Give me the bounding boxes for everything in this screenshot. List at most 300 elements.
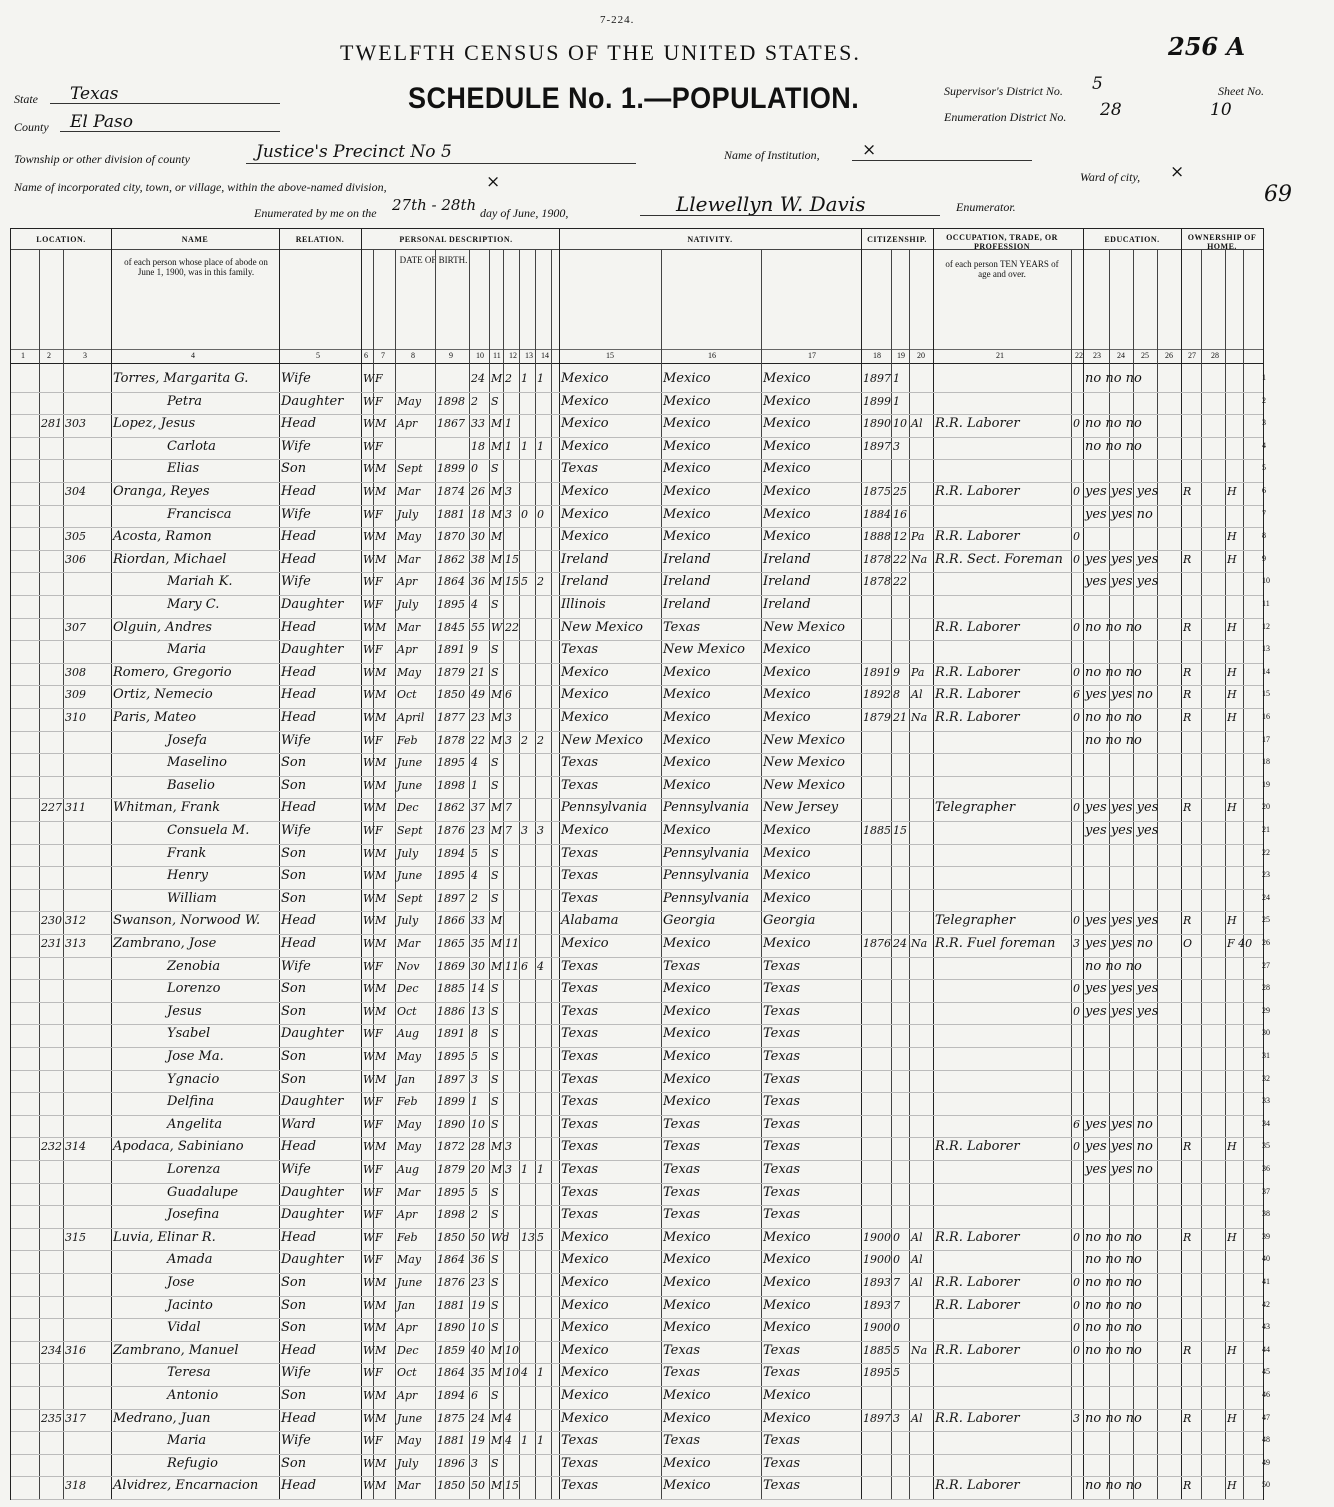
cell-age: 35 [471, 1366, 485, 1380]
cell-pbf: Mexico [663, 438, 711, 454]
table-row [11, 1047, 1263, 1071]
cell-imm: 1878 [863, 552, 891, 566]
cell-yus: 3 [893, 1411, 900, 1425]
table-row [11, 482, 1263, 506]
cell-age: 19 [471, 1434, 485, 1448]
cell-age: 0 [471, 462, 478, 476]
cell-nat: Al [911, 688, 923, 702]
cell-name: Delfina [167, 1094, 215, 1110]
table-row [11, 505, 1263, 529]
census-title: TWELFTH CENSUS OF THE UNITED STATES. [340, 40, 861, 65]
cell-rel: Wife [281, 732, 311, 748]
cell-sex: F [375, 1117, 383, 1131]
row-number: 35 [1262, 1141, 1270, 1151]
cell-edu: yes yes no [1085, 1162, 1153, 1177]
cell-pbf: Mexico [663, 777, 711, 793]
cell-ym: 22 [505, 620, 519, 634]
cell-edu: no no no [1085, 1320, 1142, 1336]
cell-edu: no no no [1085, 1410, 1142, 1426]
cell-pb: Texas [561, 868, 599, 884]
cell-pbf: Mexico [663, 1410, 711, 1426]
cell-pbf: Texas [663, 1116, 701, 1132]
table-row [11, 369, 1263, 393]
cell-mo: May [397, 1434, 422, 1448]
cell-rel: Wife [281, 371, 311, 386]
cell-name: Carlota [167, 438, 216, 454]
hdr-name-sub: of each person whose place of abode on June 1, 1900, was in this family. [124, 257, 268, 277]
cell-pbf: Texas [663, 1365, 701, 1381]
cell-pb: Alabama [561, 913, 619, 929]
cell-sex: F [375, 1027, 383, 1041]
cell-pb: Mexico [561, 393, 609, 409]
cell-mu: 0 [1073, 665, 1080, 679]
cell-race: W [363, 439, 375, 453]
cell-mo: April [397, 711, 425, 724]
cell-ym: 1 [505, 439, 512, 453]
table-row [11, 459, 1263, 483]
cell-sex: F [375, 507, 383, 521]
cell-age: 21 [471, 665, 485, 679]
row-number: 19 [1262, 779, 1270, 789]
cell-nat: Al [911, 1230, 923, 1244]
cell-mo: June [397, 778, 423, 792]
cell-yr: 1867 [437, 417, 465, 431]
cell-name: Jose [167, 1275, 195, 1290]
cell-yus: 8 [893, 688, 900, 702]
cell-own: O [1183, 937, 1193, 950]
cell-race: W [363, 575, 375, 589]
cell-ms: M [491, 575, 503, 589]
cell-yr: 1870 [437, 530, 465, 544]
cell-occ: R.R. Laborer [935, 529, 1020, 545]
cell-mu: 0 [1073, 417, 1080, 431]
cell-age: 50 [471, 1479, 485, 1493]
cell-pb: Texas [561, 777, 599, 793]
cell-ms: S [491, 1117, 499, 1131]
row-number: 5 [1262, 463, 1266, 473]
cell-sex: M [375, 937, 387, 950]
cell-rel: Daughter [281, 393, 344, 409]
column-number: 8 [411, 351, 415, 360]
table-row [11, 437, 1263, 461]
cell-mc: 3 [521, 824, 528, 837]
cell-pbm: Texas [763, 1184, 801, 1200]
cell-sex: F [375, 1208, 383, 1222]
cell-pbm: Mexico [763, 710, 811, 725]
cell-ym: 3 [505, 711, 512, 724]
cell-rel: Head [281, 913, 317, 929]
cell-nat: Al [911, 1253, 923, 1267]
cell-name: Angelita [167, 1116, 223, 1132]
cell-edu: no no no [1085, 1275, 1142, 1290]
cell-race: W [363, 1140, 375, 1154]
cell-yr: 1876 [437, 824, 465, 837]
cell-ms: M [491, 959, 503, 973]
table-row [11, 979, 1263, 1003]
cell-pbf: Mexico [663, 1275, 711, 1290]
cell-fh: H [1227, 914, 1237, 928]
cell-rel: Head [281, 1229, 317, 1245]
cell-sex: F [375, 1095, 383, 1109]
cell-mu: 0 [1073, 1230, 1080, 1244]
column-number: 13 [525, 351, 533, 360]
table-row [11, 640, 1263, 664]
column-number: 9 [449, 351, 453, 360]
cell-yr: 1895 [437, 756, 465, 770]
cell-rel: Head [281, 1342, 317, 1358]
cell-mo: Mar [397, 620, 421, 634]
table-row [11, 1070, 1263, 1094]
cell-ym: 3 [505, 507, 512, 521]
city-label: Name of incorporated city, town, or village, within the above-named division, [14, 180, 387, 194]
cell-ms: M [491, 801, 503, 815]
cell-name: Vidal [167, 1320, 201, 1336]
cell-dw: 281 [41, 417, 62, 431]
cell-pbm: Mexico [763, 1252, 811, 1268]
table-row [11, 708, 1263, 732]
cell-ym: 6 [505, 688, 512, 702]
cell-yus: 16 [893, 507, 907, 521]
cell-pbf: Mexico [663, 461, 711, 477]
cell-pb: Mexico [561, 664, 609, 680]
cell-pbf: Ireland [663, 597, 711, 612]
cell-sex: M [375, 665, 387, 679]
cell-pbm: Mexico [763, 687, 811, 703]
cell-ms: M [491, 1479, 503, 1493]
cell-fh: F 40 [1227, 937, 1253, 950]
cell-yr: 1899 [437, 1095, 465, 1109]
cell-pbf: Mexico [663, 1320, 711, 1336]
cell-name: Torres, Margarita G. [113, 371, 249, 386]
cell-race: W [363, 1479, 375, 1493]
cell-nat: Pa [911, 665, 925, 679]
cell-sex: M [375, 1411, 387, 1425]
cell-fh: H [1227, 1230, 1237, 1244]
cell-sex: F [375, 1230, 383, 1244]
row-number: 14 [1262, 666, 1270, 676]
cell-pbm: Texas [763, 981, 801, 997]
cell-sex: M [375, 869, 387, 883]
cell-yus: 15 [893, 824, 907, 837]
cell-pbf: Mexico [663, 1229, 711, 1245]
cell-race: W [363, 1276, 375, 1289]
cell-race: W [363, 824, 375, 837]
cell-pbm: Mexico [763, 642, 811, 658]
cell-own: R [1183, 801, 1192, 815]
cell-race: W [363, 372, 375, 385]
cell-yr: 1881 [437, 507, 465, 521]
cell-edu: no no no [1085, 664, 1142, 680]
cell-mo: Dec [397, 1343, 419, 1357]
cell-ms: S [491, 869, 499, 883]
cell-name: Elias [167, 461, 200, 477]
cell-nat: Pa [911, 530, 925, 544]
row-number: 43 [1262, 1322, 1270, 1332]
cell-pbm: New Jersey [763, 800, 839, 816]
cell-edu: yes yes no [1085, 936, 1153, 951]
row-number: 39 [1262, 1231, 1270, 1241]
cell-ms: S [491, 1004, 499, 1018]
cell-pb: Mexico [561, 506, 609, 522]
cell-pbf: Mexico [663, 1455, 711, 1471]
cell-rel: Son [281, 981, 307, 997]
cell-rel: Son [281, 890, 307, 906]
cell-pb: Mexico [561, 416, 609, 432]
cell-age: 14 [471, 982, 485, 996]
cell-pb: Texas [561, 958, 599, 974]
cell-mo: May [397, 530, 422, 544]
row-number: 28 [1262, 983, 1270, 993]
cell-name: Paris, Mateo [113, 710, 197, 725]
cell-mu: 0 [1073, 914, 1080, 928]
cell-sex: M [375, 801, 387, 815]
cell-yus: 7 [893, 1298, 900, 1312]
cell-edu: no no no [1085, 1229, 1142, 1245]
enumeration-value: 28 [1100, 100, 1122, 120]
cell-pbm: Mexico [763, 1275, 811, 1290]
cell-ms: S [491, 1185, 499, 1199]
cell-ml: 1 [537, 1163, 544, 1176]
ward-label: Ward of city, [1080, 170, 1141, 184]
cell-pbm: Mexico [763, 1297, 811, 1313]
cell-pb: Mexico [561, 1342, 609, 1358]
cell-pbm: New Mexico [763, 619, 845, 635]
institution-value: × [862, 140, 877, 160]
cell-race: W [363, 598, 375, 611]
row-number: 50 [1262, 1480, 1270, 1490]
cell-mu: 0 [1073, 711, 1080, 724]
cell-ms: M [491, 1366, 503, 1380]
cell-pb: Texas [561, 1162, 599, 1177]
row-number: 16 [1262, 712, 1270, 721]
cell-mo: Feb [397, 733, 418, 747]
cell-yr: 1864 [437, 575, 465, 589]
cell-pb: Texas [561, 1455, 599, 1471]
cell-ym: 3 [505, 1140, 512, 1154]
cell-pb: Mexico [561, 1410, 609, 1426]
cell-fam: 311 [65, 801, 86, 815]
cell-name: Maria [167, 642, 207, 658]
cell-age: 4 [471, 869, 478, 883]
state-label: State [14, 92, 38, 106]
table-row [11, 595, 1263, 619]
row-number: 2 [1262, 395, 1266, 405]
cell-occ: R.R. Laborer [935, 687, 1020, 703]
cell-age: 40 [471, 1343, 485, 1357]
cell-yr: 1896 [437, 1456, 465, 1470]
cell-age: 2 [471, 394, 478, 408]
cell-ms: M [491, 439, 503, 453]
cell-yr: 1899 [437, 462, 465, 476]
cell-name: Riordan, Michael [113, 551, 227, 567]
cell-pb: Texas [561, 981, 599, 997]
cell-race: W [363, 869, 375, 883]
cell-age: 4 [471, 598, 478, 611]
cell-name: Zambrano, Jose [113, 936, 217, 951]
cell-occ: R.R. Laborer [935, 619, 1020, 635]
cell-age: 36 [471, 1253, 485, 1267]
cell-rel: Son [281, 845, 307, 861]
row-number: 9 [1262, 553, 1266, 563]
cell-pbm: Texas [763, 1094, 801, 1110]
ward-value: × [1170, 162, 1185, 182]
row-number: 21 [1262, 825, 1270, 834]
cell-age: 23 [471, 1276, 485, 1289]
cell-mo: Mar [397, 552, 421, 566]
row-number: 34 [1262, 1118, 1270, 1128]
cell-rel: Ward [281, 1116, 316, 1132]
cell-pb: Texas [561, 1139, 599, 1155]
cell-mo: Jan [397, 1298, 416, 1312]
cell-edu: yes yes no [1085, 1116, 1153, 1132]
cell-pbm: Mexico [763, 461, 811, 477]
cell-imm: 1875 [863, 485, 891, 498]
cell-sex: M [375, 756, 387, 770]
cell-pb: Texas [561, 642, 599, 658]
cell-race: W [363, 1230, 375, 1244]
cell-ym: 15 [505, 575, 519, 589]
cell-dw: 227 [41, 801, 62, 815]
table-row [11, 1476, 1263, 1500]
cell-pbm: Texas [763, 1026, 801, 1042]
cell-own: R [1183, 711, 1192, 724]
cell-mc: 1 [521, 372, 528, 385]
cell-mu: 0 [1073, 1140, 1080, 1154]
cell-fh: H [1227, 1343, 1237, 1357]
enumerated-month: day of June, 1900, [480, 206, 569, 220]
cell-mu: 0 [1073, 620, 1080, 634]
cell-mu: 0 [1073, 1276, 1080, 1289]
cell-pbm: Mexico [763, 438, 811, 454]
cell-yus: 1 [893, 372, 900, 385]
cell-age: 23 [471, 824, 485, 837]
row-number: 8 [1262, 531, 1266, 541]
cell-yr: 1891 [437, 1027, 465, 1041]
cell-race: W [363, 688, 375, 702]
cell-yus: 1 [893, 394, 900, 408]
table-row [11, 1115, 1263, 1139]
cell-age: 36 [471, 575, 485, 589]
form-number: 7-224. [600, 14, 635, 26]
township-value: Justice's Precinct No 5 [256, 142, 452, 162]
cell-imm: 1879 [863, 711, 891, 724]
cell-ms: S [491, 1050, 499, 1063]
cell-pbf: Mexico [663, 1478, 711, 1494]
cell-fam: 314 [65, 1140, 86, 1154]
cell-yr: 1865 [437, 937, 465, 950]
cell-pb: Texas [561, 1433, 599, 1449]
cell-imm: 1897 [863, 372, 891, 385]
table-row [11, 1092, 1263, 1116]
cell-edu: no no no [1085, 1252, 1142, 1268]
cell-pbf: Mexico [663, 687, 711, 703]
table-row [11, 1160, 1263, 1184]
cell-fam: 306 [65, 552, 86, 566]
column-number: 15 [606, 351, 614, 360]
cell-ml: 0 [537, 507, 544, 521]
cell-ms: S [491, 891, 499, 905]
cell-sex: M [375, 1072, 387, 1086]
cell-ym: 15 [505, 552, 519, 566]
table-row [11, 685, 1263, 709]
table-row [11, 550, 1263, 574]
table-row [11, 1454, 1263, 1478]
row-number: 11 [1262, 599, 1270, 608]
table-row [11, 414, 1263, 438]
cell-sex: F [375, 1366, 383, 1380]
cell-ml: 1 [537, 439, 544, 453]
cell-pb: Mexico [561, 1388, 609, 1403]
hdr-ownership: OWNERSHIP OF HOME. [1187, 233, 1257, 251]
cell-rel: Daughter [281, 1094, 344, 1110]
cell-imm: 1899 [863, 394, 891, 408]
cell-pbm: Texas [763, 1116, 801, 1132]
hdr-personal: PERSONAL DESCRIPTION. [399, 235, 513, 244]
cell-pbf: Mexico [663, 1026, 711, 1042]
cell-name: Petra [167, 393, 203, 409]
row-number: 25 [1262, 915, 1270, 925]
cell-ml: 5 [537, 1230, 544, 1244]
hdr-nativity: NATIVITY. [687, 235, 733, 244]
cell-occ: R.R. Laborer [935, 710, 1020, 725]
cell-race: W [363, 620, 375, 634]
cell-yus: 5 [893, 1366, 900, 1380]
cell-dw: 235 [41, 1411, 62, 1425]
cell-sex: M [375, 982, 387, 996]
cell-race: W [363, 417, 375, 431]
cell-pbf: Pennsylvania [663, 845, 750, 861]
cell-age: 5 [471, 1185, 478, 1199]
cell-name: Lorenzo [167, 981, 221, 997]
cell-fh: H [1227, 665, 1237, 679]
column-number: 6 [364, 351, 368, 360]
cell-pbf: Mexico [663, 1049, 711, 1064]
cell-sex: F [375, 1253, 383, 1267]
cell-age: 23 [471, 711, 485, 724]
cell-yus: 3 [893, 439, 900, 453]
cell-edu: no no no [1085, 958, 1142, 974]
cell-pbm: Texas [763, 1071, 801, 1087]
cell-fam: 309 [65, 688, 86, 702]
cell-race: W [363, 711, 375, 724]
cell-rel: Head [281, 936, 317, 951]
cell-rel: Daughter [281, 1252, 344, 1268]
column-number: 20 [917, 351, 925, 360]
cell-rel: Daughter [281, 1184, 344, 1200]
cell-yr: 1890 [437, 1321, 465, 1335]
cell-race: W [363, 914, 375, 928]
cell-pbf: Mexico [663, 393, 711, 409]
cell-occ: R.R. Laborer [935, 1139, 1020, 1155]
cell-pbm: Texas [763, 1455, 801, 1471]
cell-race: W [363, 1343, 375, 1357]
cell-rel: Son [281, 1455, 307, 1471]
column-number: 17 [808, 351, 816, 360]
cell-pbm: Mexico [763, 1229, 811, 1245]
cell-pb: Mexico [561, 371, 609, 386]
cell-ml: 1 [537, 1434, 544, 1448]
cell-ms: M [491, 372, 503, 385]
cell-pbf: Mexico [663, 1003, 711, 1019]
cell-ml: 3 [537, 824, 544, 837]
cell-age: 22 [471, 733, 485, 747]
cell-name: Alvidrez, Encarnacion [113, 1478, 259, 1494]
cell-own: R [1183, 688, 1192, 702]
cell-occ: R.R. Laborer [935, 1297, 1020, 1313]
row-number: 13 [1262, 644, 1270, 654]
table-row [11, 1024, 1263, 1048]
cell-name: Guadalupe [167, 1184, 239, 1200]
